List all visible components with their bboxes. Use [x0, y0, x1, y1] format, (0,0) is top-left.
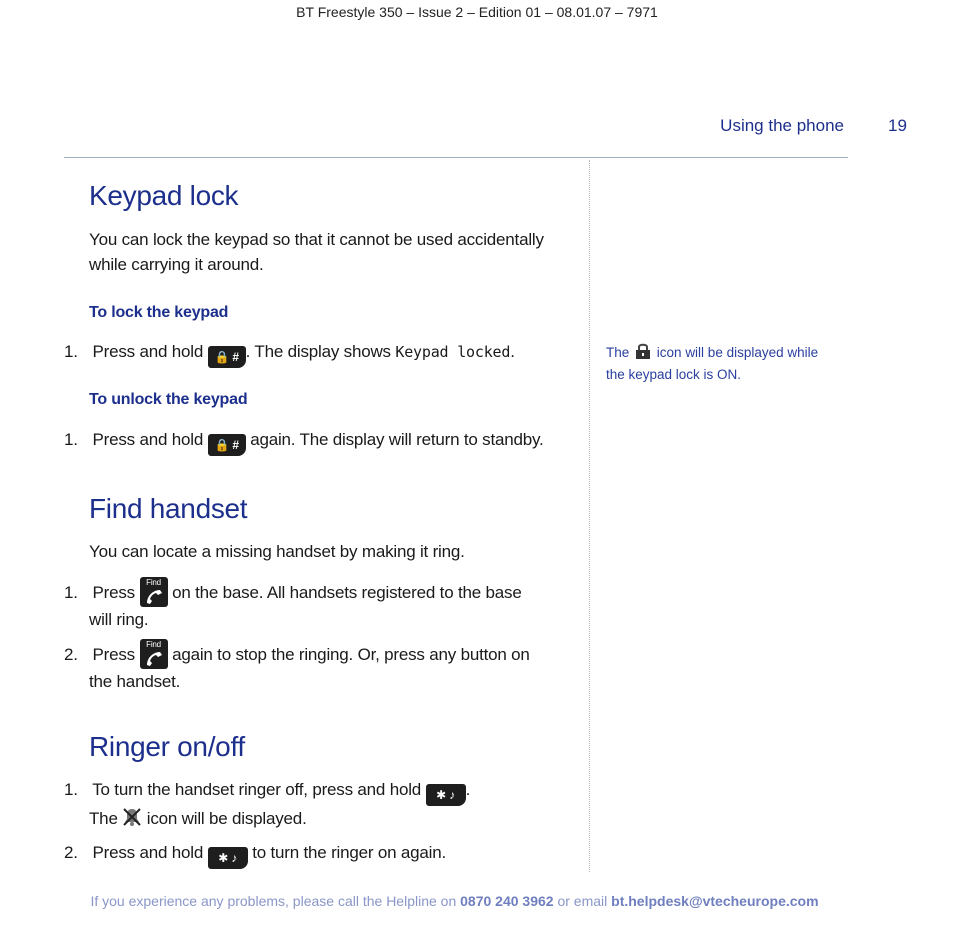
ringer-step-1-line2: [64, 806, 470, 834]
lock-hash-key-icon: 🔒 #: [208, 434, 246, 456]
note-text: icon will be displayed while the keypad lock is ON.: [606, 345, 819, 382]
step-number: 1.: [64, 583, 78, 602]
step-text: Press and hold: [92, 843, 204, 862]
lock-hash-key-icon: 🔒 #: [208, 346, 246, 368]
step-number: 1.: [64, 342, 78, 361]
step-text: To turn the handset ringer off, press and hold: [92, 780, 422, 799]
footer-text: or email: [557, 893, 608, 909]
step-text: will ring.: [89, 610, 149, 629]
step-text: again. The display will return to standby.: [250, 430, 544, 449]
section-title: Using the phone: [720, 116, 844, 135]
document-info-line: BT Freestyle 350 – Issue 2 – Edition 01 – 08.01.07 – 7971: [296, 4, 658, 20]
find-step-2: [64, 639, 530, 694]
step-number: 2.: [64, 843, 78, 862]
helpline-footer: [0, 893, 909, 909]
keypad-lock-intro: You can lock the keypad so that it cannot be used accidentally while carrying it around.: [89, 230, 544, 274]
step-text: the handset.: [89, 672, 181, 691]
find-handset-heading: Find handset: [89, 493, 248, 524]
find-key-icon: Find: [140, 639, 168, 669]
unlock-step-1: [64, 427, 544, 456]
step-text: Press: [92, 645, 135, 664]
lock-step-1: [64, 339, 515, 368]
step-text: .: [510, 342, 515, 361]
step-text: on the base. All handsets registered to the base: [172, 583, 522, 602]
step-text: Press and hold: [92, 342, 204, 361]
keypad-lock-icon: [633, 342, 653, 365]
helpline-phone: 0870 240 3962: [460, 893, 554, 909]
ringer-heading: Ringer on/off: [89, 731, 245, 762]
step-text: to turn the ringer on again.: [252, 843, 447, 862]
star-ringer-key-icon: ✱ ♪: [426, 784, 466, 806]
step-text: The: [89, 809, 118, 828]
step-text: Press and hold: [92, 430, 204, 449]
helpdesk-email: bt.helpdesk@vtecheurope.com: [611, 893, 819, 909]
ringer-off-bell-icon: [122, 807, 142, 834]
unlock-keypad-subheading: To unlock the keypad: [89, 391, 248, 408]
note-text: The: [606, 345, 630, 360]
step-text: icon will be displayed.: [146, 809, 307, 828]
step-number: 2.: [64, 645, 78, 664]
lock-keypad-subheading: To lock the keypad: [89, 304, 229, 321]
ringer-step-2: [64, 840, 446, 869]
step-number: 1.: [64, 430, 78, 449]
star-ringer-key-icon: ✱ ♪: [208, 847, 248, 869]
step-text: Press: [92, 583, 135, 602]
ringer-step-1: [64, 777, 470, 834]
find-key-icon: Find: [140, 577, 168, 607]
page-number: 19: [888, 116, 907, 135]
display-text: Keypad locked: [395, 343, 511, 361]
find-handset-intro: You can locate a missing handset by making it ring.: [89, 542, 465, 561]
keypad-lock-heading: Keypad lock: [89, 180, 239, 211]
header-rule: [64, 157, 848, 158]
step-number: 1.: [64, 780, 78, 799]
keypad-lock-sidenote: [606, 342, 836, 384]
step-text: .: [465, 780, 471, 799]
column-separator: [589, 160, 590, 872]
step-text: . The display shows: [245, 342, 391, 361]
step-text: again to stop the ringing. Or, press any button on: [172, 645, 530, 664]
footer-text: If you experience any problems, please call the Helpline on: [90, 893, 457, 909]
find-step-1: [64, 577, 522, 632]
